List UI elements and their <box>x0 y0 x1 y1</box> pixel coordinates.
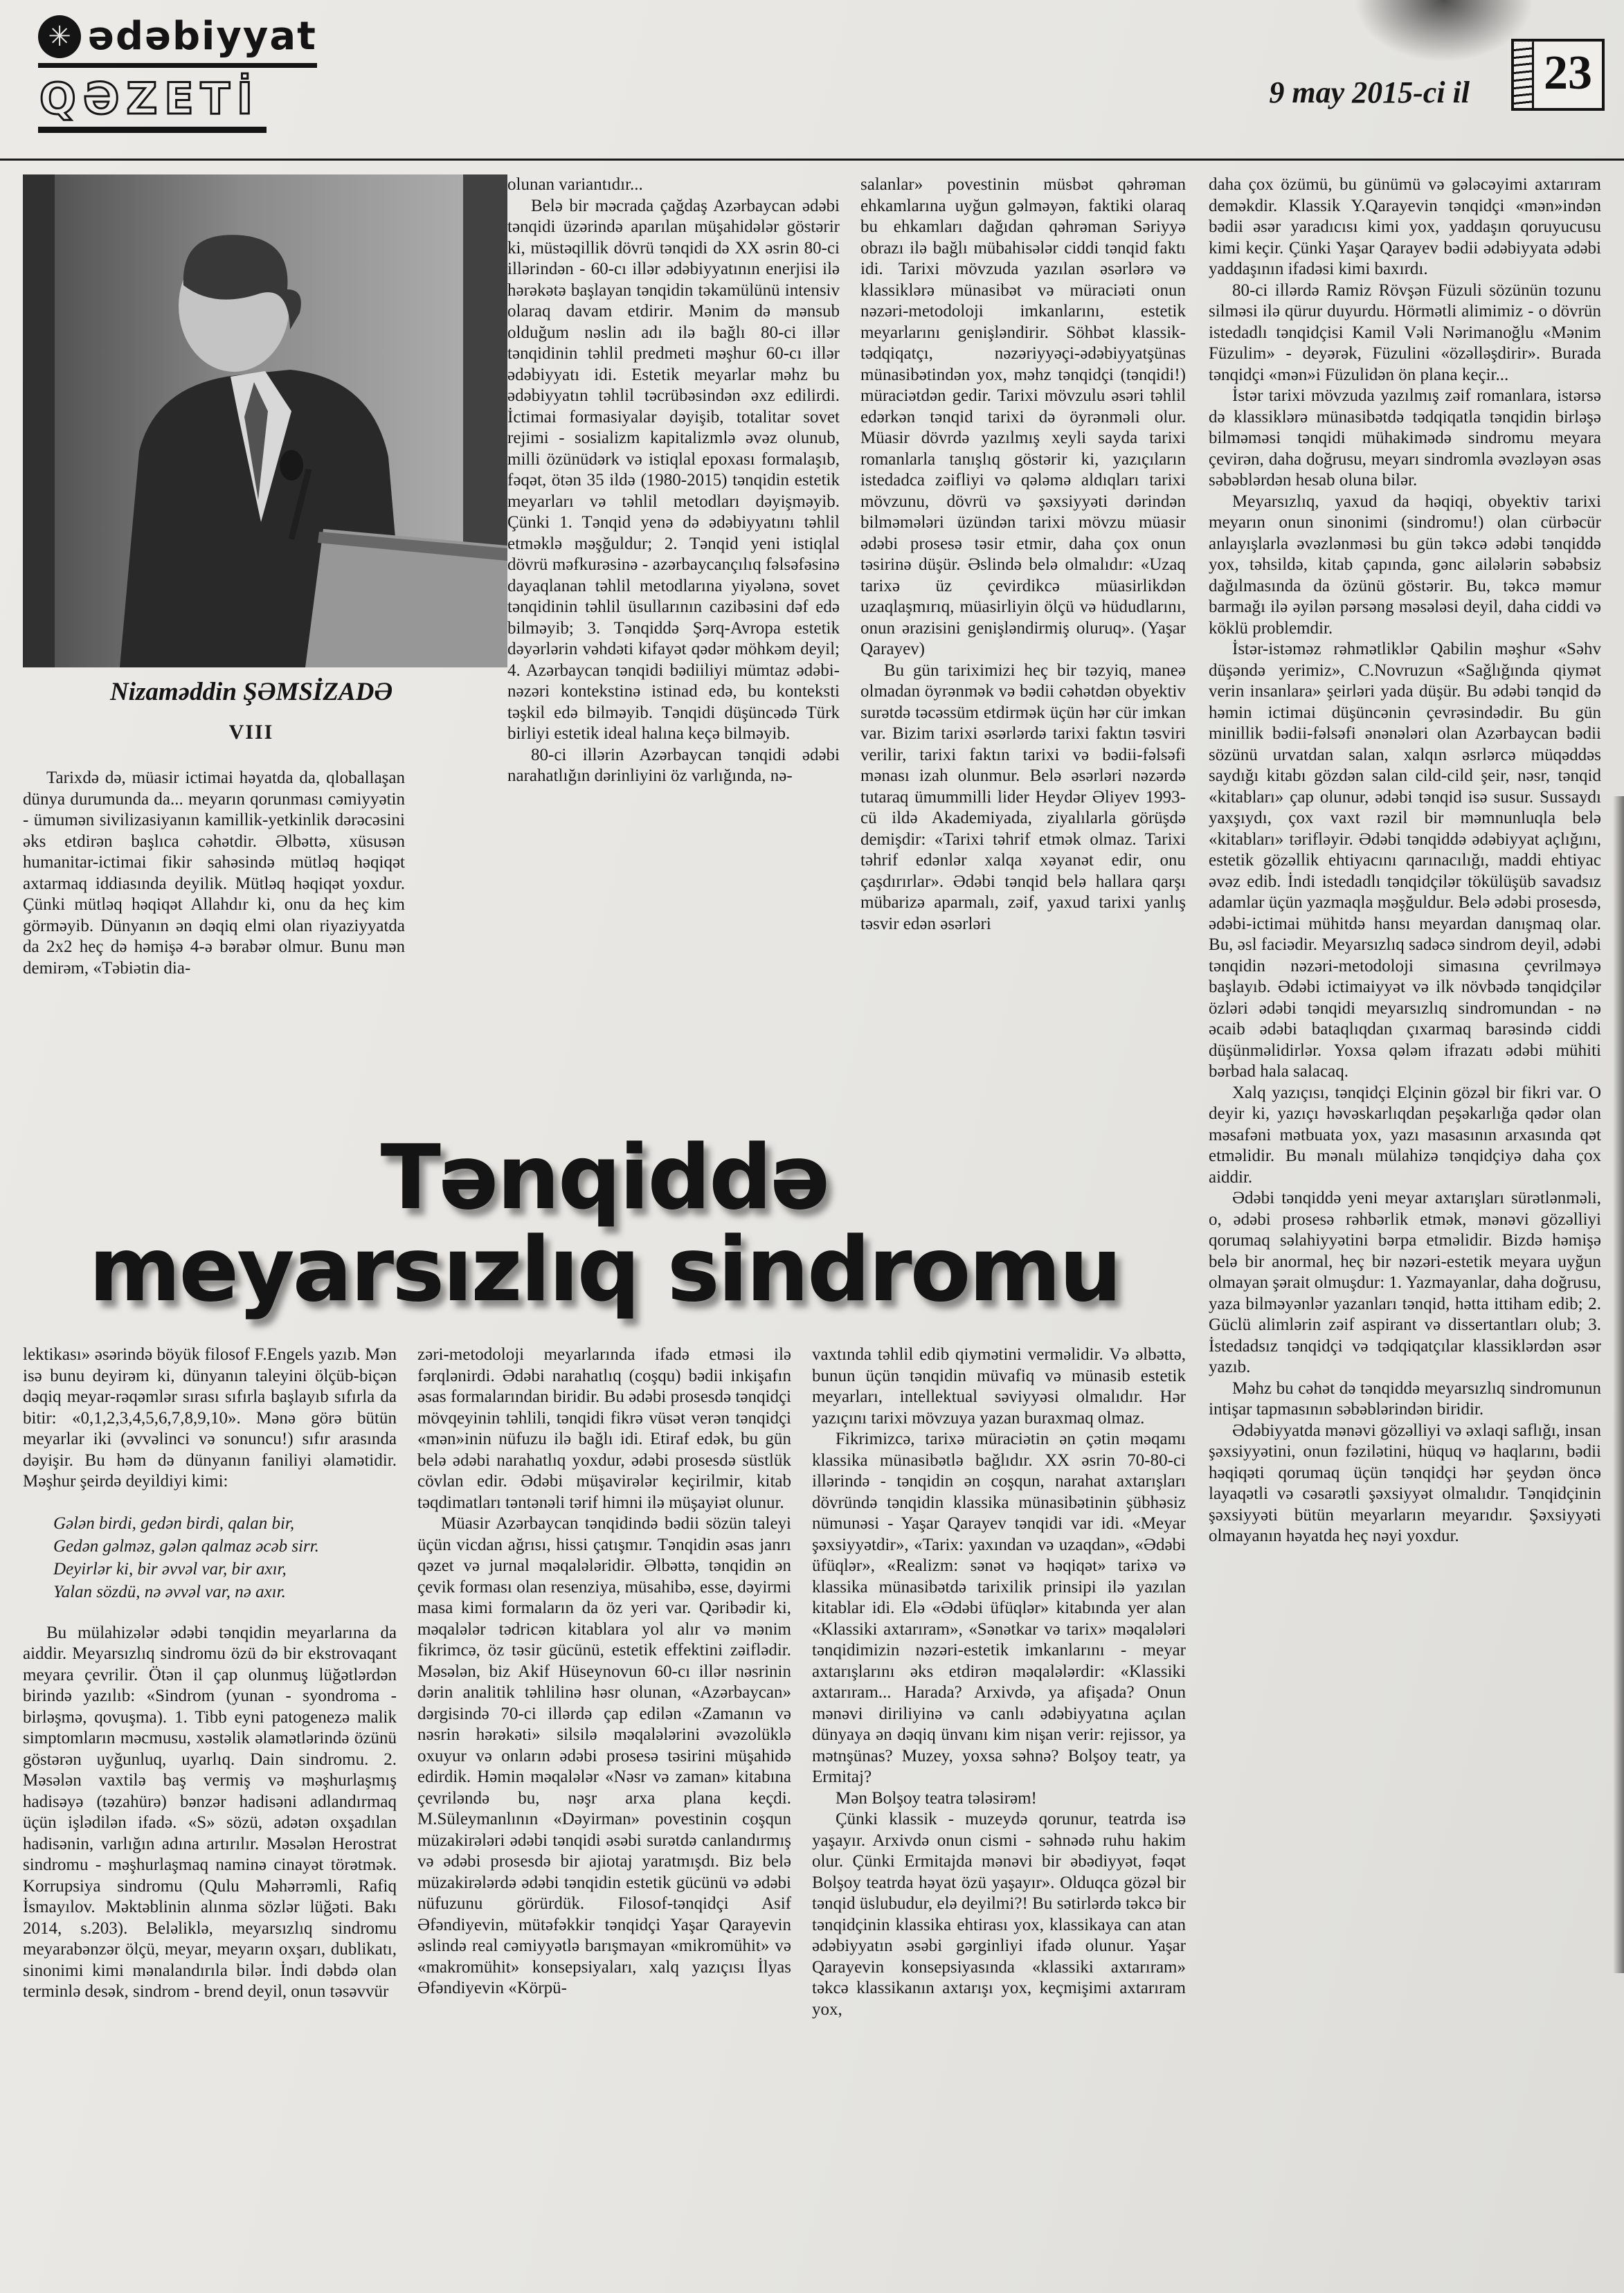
issue-date: 9 may 2015-ci il <box>1269 75 1470 109</box>
column-3-text <box>860 174 1186 1101</box>
poem-block <box>53 1512 397 1603</box>
author-photo-block <box>23 174 507 979</box>
series-part-number: VIII <box>228 721 274 744</box>
paragraph: Bu gün tariximizi heç bir təzyiq, maneə olmadan öyrənmək və bədii cəhətdən obyektiv surətdə təcəssüm etdirmək üçün hər cür imkan var. Bizim tarixi əsərlərdə tarixi faktın təsviri verilir, tarixi faktın tarixi və bədii-fəlsəfi mənası izah olunmur. Belə əsərləri nəzərdə tutaraq ümummilli lider Heydər Əliyev 1993-cü ildə Akademiyada, ziyalılarla görüşdə demişdir: «Tarixi təhrif etmək olmaz. Tarixi təhrif edənlər xalqa xəyanət edir, onu çaşdırırlar». Ədəbi tənqid belə hallara qarşı mübarizə aparmalı, zəif, yaxud tarixi yanlış təsvir edən əsərləri <box>860 660 1186 933</box>
paragraph: İstər-istəməz rəhmətliklər Qabilin məşhur «Səhv düşəndə yerimiz», C.Novruzun «Sağlığında qiymət verin insanlara» şeirləri yada düşür. Bu ədəbi tənqid də həmin ictimai düşüncənin çevrəsindədir. Bu gün minillik bədii-fəlsəfi ənənələri olan Azərbaycan bədii sözünü urvatdan salan, xalqın əsrlərcə müqəddəs saydığı kitabı gözdən salan cild-cild şeir, nəsr, tənqid «kitabları» çap olunur, ədəbi tənqid isə susur. Sussaydı yaxşıydı, çox vaxt rəzil bir məmnunluqla belə «kitabları» tərifləyir. Ədəbi tənqiddə ədəbiyyat açlığını, estetik gözəllik ehtiyacını qarınacılığı, maddi ehtiyac əvəz edib. İndi istedadlı tənqidçilər tökülüşüb savadsız adamlar üçün yazmaqla məşğuldur. Belə ədəbi prosesdə, ədəbi-ictimai mühitdə hansı meyardan danışmaq olar. Bu, əsl faciədir. Meyarsızlıq sadəcə sindrom deyil, ədəbi tənqidin nəzəri-metodoloji simasına çevrilməyə başlayıb. Ədəbi ictimaiyyət və ilk növbədə tənqidçilər özləri ədəbi tənqidi meyarsızlıq sindromundan - nə əcaib ədəbi bataqlıqdan çıxarmaq barəsində ciddi düşünməlidirlər. Yoxsa qələm ifrazatı ədəbi mühiti bərbad hala salacaq. <box>1209 640 1601 1081</box>
paragraph: Meyarsızlıq, yaxud da həqiqi, obyektiv tarixi meyarın onun sinonimi (sindromu!) olan cürbəcür anlayışlarla əvəzlənməsi bu gün təkcə ədəbi tənqiddə yox, təhsildə, kitab çapında, gənc ailələrin səbəbsiz dağılmasında da özünü göstərir. Bu, təkcə məmur barmağı ilə əyilən pərsəng məsələsi deyil, daha ciddi və köklü problemdir. <box>1209 492 1601 638</box>
newspaper-logo <box>38 14 317 133</box>
masthead <box>0 0 1624 161</box>
paragraph: İstər tarixi mövzuda yazılmış zəif romanlara, istərsə də klassiklərə münasibətdə tədqiqatla tənqidin birləşə bilməməsi tənqidi mühakimədə sindromu meyara çevirən, daha doğrusu, meyarı sindromla əvəzləyən əsas səbəblərdən hesab oluna bilər. <box>1209 386 1601 489</box>
paragraph: 80-ci illərdə Ramiz Rövşən Füzuli sözünün tozunu silməsi ilə qürur duyurdu. Hörmətli alimimiz - o dövrün istedadlı tənqidçisi Kamil Vəli Nərimanoğlu «Mənim Füzulim» - deyərək, Füzulini «özəlləşdirir». Burada tənqidçi «mən»i Füzulidən ön plana keçir... <box>1209 280 1601 384</box>
logo-star-icon: ✳ <box>38 15 81 58</box>
logo-title-line2: QƏZETİ <box>38 73 267 133</box>
paragraph: 80-ci illərin Azərbaycan tənqidi ədəbi narahatlığın dərinliyini öz varlığında, nə- <box>507 745 840 785</box>
headline-line1: Tənqiddə <box>380 1126 829 1230</box>
photo-illustration <box>23 174 507 667</box>
left-column-area <box>23 174 1186 2292</box>
paragraph: Məhz bu cəhət də tənqiddə meyarsızlıq sindromunun intişar tapmasının səbəblərindən biridir. <box>1209 1378 1601 1419</box>
bottom-column-2 <box>417 1345 791 2292</box>
photo-caption: Nizaməddin ŞƏMSİZADƏ <box>109 678 393 706</box>
paragraph: Ədəbiyyatda mənəvi gözəlliyi və əxlaqi saflığı, insan şəxsiyyətini, onun fəzilətini, hüquq və haqlarını, bədii həqiqəti qorumaq üçün tənqidçi hər şeydən öncə layaqətli və cəsarətli şəxsiyyət olmalıdır. Tənqidçinin şəxsiyyəti bütün meyarların meyarıdır. Şəxsiyyəti olmayanın həyatda heç nəyi yoxdur. <box>1209 1421 1601 1545</box>
poem-line: Gedən gəlməz, gələn qalmaz əcəb sirr. <box>53 1536 319 1556</box>
bottom-columns-row <box>23 1345 1186 2292</box>
poem-line: Gələn birdi, gedən birdi, qalan bir, <box>53 1513 295 1533</box>
masthead-right <box>1269 14 1605 111</box>
paragraph: zəri-metodoloji meyarlarında ifadə etməsi ilə fərqlənirdi. Ədəbi narahatlıq (coşqu) bədii inkişafın əsas formalarından biridir. Bu ədəbi prosesdə tənqidçi mövqeyinin təhlili, tənqidi fikrə vüsət verən tənqidçi «mən»inin nüfuzu ilə bağlı idi. Etiraf edək, bu gün belə ədəbi narahatlıq yoxdur, ədəbi prosesdə süstlük cövlan edir. Ədəbi müşavirələr keçirilmir, kitab təqdimatları təntənəli tərif himni ilə müşayiət olunur. <box>417 1345 791 1512</box>
author-photo <box>23 174 507 667</box>
paragraph: Xalq yazıçısı, tənqidçi Elçinin gözəl bir fikri var. O deyir ki, yazıçı həvəskarlıqdan peşəkarlığa qədər olan məsafəni mətbuata yox, yazı masasının arxasında qət etməlidir. Bu mənalı mülahizə tənqidçiyə daha çox aiddir. <box>1209 1083 1601 1187</box>
headline-line2: meyarsızlıq sindromu <box>89 1219 1120 1322</box>
column-1-2-pair <box>23 174 840 1101</box>
paragraph: Mən Bolşoy teatra tələsirəm! <box>836 1788 1037 1808</box>
bottom-column-1 <box>23 1345 397 2292</box>
paragraph: daha çox özümü, bu günümü və gələcəyimi axtarıram deməkdir. Klassik Y.Qarayevin tənqidçi «mən»indən bədii əsər yaradıcısı kimi yox, yaddaşın qoruyucusu kimi keçir. Çünki Yaşar Qarayev bədii ədəbiyyata ədəbi yaddaşının ifadəsi kimi baxırdı. <box>1209 175 1601 278</box>
poem-line: Yalan sözdü, nə əvvəl var, nə axır. <box>53 1582 286 1601</box>
page-number-box <box>1511 39 1605 111</box>
bottom-column-1-before-poem <box>23 1345 397 1493</box>
top-columns-row <box>23 174 1186 1101</box>
paragraph: salanlar» povestinin müsbət qəhrəman ehkamlarına uyğun gəlməyən, faktiki olaraq bu ehkamları dağıdan qəhrəman Səriyyə obrazı ilə bağlı mübahisələr ciddi tənqid faktı idi. Tarixi mövzuda yazılan əsərlərə və klassiklərə münasibət və müraciəti onun nəzəri-metodoloji imkanlarını, estetik meyarlarını genişləndirir. Söhbət klassik-tədqiqatçı, nəzəriyyəçi-ədəbiyyatşünas münasibətindən yox, məhz tənqidçi (tənqidi!) müraciətdən gedir. Tarixi mövzulu əsəri təhlil edərkən tənqid tarixi də öyrənməli olur. Müasir dövrdə yazılmış xeyli sayda tarixi romanlarla tanışlıq göstərir ki, yazıçıların istedadca zəifliyi və qələmə aldıqları tarixi mövzunu, dövrü və şəxsiyyəti dərindən bilməmələri üzündən tarixi mövzu müasir ədəbi prosesə təsir etmir, daha çox onun təsirinə düşür. Əslində belə olmalıdır: «Uzaq tarixə üz çevirdikcə müasirlikdən uzaqlaşmırıq, müasirliyin ölçü və hüdudlarını, onun ərazisini genişləndirmiş oluruq». (Yaşar Qarayev) <box>860 175 1186 658</box>
poem-line: Deyirlər ki, bir əvvəl var, bir axır, <box>53 1559 287 1579</box>
paragraph: vaxtında təhlil edib qiymətini verməlidir. Və əlbəttə, bunun üçün tənqidin müvafiq və münasib estetik meyarları, intellektual səviyyəsi olmalıdır. Hər yazıçını tarixi mövzuya yazan buraxmaq olmaz. <box>812 1345 1186 1428</box>
paragraph: Belə bir məcrada çağdaş Azərbaycan ədəbi tənqidi üzərində aparılan müşahidələr göstərir ki, müstəqillik dövrü tənqidi də XX əsrin 80-ci illərindən - 60-cı illər ədəbiyyatının enerjisi ilə hərəkətə başlayan tənqidin təkamülünü intensiv olaraq davam etdirir. Mənim də mənsub olduğum nəslin adı ilə bağlı 80-ci illər tənqidinin təhlil predmeti məşhur 60-cı illər ədəbiyyatı idi. Estetik meyarlar məhz bu ədəbiyyatın təhlil təcrübəsindən əxz edilirdi. İctimai formasiyalar dəyişib, totalitar sovet rejimi - sosializm kapitalizmlə əvəz olunub, milli özünüdərk və istiqlal epoxası formalaşıb, fəqət, ötən 35 ildə (1980-2015) tənqidin estetik meyarları və təhlil metodları dəyişməyib. Çünki 1. Tənqid yenə də ədəbiyyatını təhlil etməklə məşğuldur; 2. Tənqid yeni istiqlal dövrü məfkurəsinə - azərbaycançılıq fəlsəfəsinə dayaqlanan təhlil metodlarına yiyələnə, sovet tənqidinin təhlil üsullarının cazibəsini dəf edə bilməyib; 3. Tənqiddə Şərq-Avropa estetik dəyərlərin vəhdəti kifayət qədər möhkəm deyil; 4. Azərbaycan tənqidi bədiiliyi mümtaz ədəbi-nəzəri kontekstinə istinad edə, bu konteksti təşkil edə bilməyib. Tənqidi düşüncədə Türk birliyi estetik ideal halına keçə bilməyib. <box>507 196 840 743</box>
paragraph: Bu mülahizələr ədəbi tənqidin meyarlarına da aiddir. Meyarsızlıq sindromu özü də bir ekstrovaqant meyara çevrilir. Ötən il çap olunmuş lüğətlərdən birində yazılıb: «Sindrom (yunan - syondroma - birləşmə, qovuşma). 1. Tibb eyni patogenezə malik simptomların məcmusu, xəstəlik əlamətlərində özünü göstərən uyğunluq, uyarlıq. Dain sindromu. 2. Məsələn vaxtilə baş vermiş və məşhurlaşmış hadisəyə (təzahürə) bənzər hadisəni adlandırmaq üçün işlədilən ifadə. «S» sözü, adətən oxşadılan hadisənin, varlığın adına artırılır. Məsələn Herostrat sindromu - məşhurlaşmaq naminə cinayət törətmək. Korrupsiya sindromu (Qulu Məhərrəmli, Rafiq İsmayılov. Məktəblinin alınma sözlər lüğəti. Bakı 2014, s.203). Beləliklə, meyarsızlıq sindromu meyarabənzər ölçü, meyar, meyarın oxşarı, dublikatı, sinonimi kimi mənalandırıla bilər. İndi dəbdə olan terminlə desək, sindrom - brend deyil, onun təsəvvür <box>23 1623 397 2001</box>
logo-top-row <box>38 14 317 68</box>
article-body <box>0 161 1624 2292</box>
paragraph: lektikası» əsərində böyük filosof F.Engels yazıb. Mən isə bunu deyirəm ki, dünyanın taleyini ölçüb-biçən dəqiq meyar-rəqəmlər sırası sıfırla başlayıb sıfırla da bitir: «0,1,2,3,4,5,6,7,8,9,10». Mənə görə bütün meyarlar iki (əvvəlinci və sonuncu!) sıfır arasında dəyişir. Bu həm də dünyanın faniliyi əlamətidir. Məşhur şeirdə deyildiyi kimi: <box>23 1345 397 1491</box>
paragraph: Tarixdə də, müasir ictimai həyatda da, qloballaşan dünya durumunda da... meyarın qorunması cəmiyyətin - ümumən sivilizasiyanın kamillik-yetkinlik dərəcəsini əks etdirən başlıca cəhətdir. Əlbəttə, xüsusən humanitar-ictimai fikir sahəsində mütləq həqiqət axtarmaq iddiasında deyilik. Mütləq həqiqət yoxdur. Çünki mütləq həqiqət Allahdır ki, onu da heç kim görməyib. Dünyanın ən dəqiq elmi olan riyaziyyatda da 2x2 heç də həmişə 4-ə bərabər olmur. Bunu mən demirəm, «Təbiətin dia- <box>23 768 405 978</box>
paragraph: Fikrimizcə, tarixə müraciətin ən çətin məqamı klassika münasibətlə bağlıdır. XX əsrin 70-80-ci illərində - tənqidin ən coşqun, narahat axtarışları dövründə tənqidin klassika münasibətinin şübhəsiz nümunəsi - Yaşar Qarayev tənqidi var idi. «Meyar şəxsiyyətdir», «Tarix: yaxından və uzaqdan», «Ədəbi üfüqlər», «Realizm: sənət və həqiqət» tarixə və klassika münasibətdə tarixilik prinsipi ilə yazılan kitablar idi. Elə «Ədəbi üfüqlər» kitabında yer alan «Klassiki axtarıram», «Sənətkar və tarix» məqalələri tənqidimizin nəzəri-estetik imkanlarını - meyar axtarışlarını əks etdirən məqalələrdir: «Klassiki axtarıram... Harada? Arxivdə, ya afişada? Onun mənəvi diriliyinə və canlı ədəbiyyatına açılan dünyaya ən dəqiq ünvanı kim nişan verir: rejissor, ya mətnşünas? Muzey, yoxsa səhnə? Bolşoy teatr, ya Ermitaj? <box>812 1430 1186 1786</box>
page-number: 23 <box>1544 46 1592 100</box>
book-pages-icon <box>1514 42 1534 110</box>
bottom-column-1-after-poem <box>23 1623 397 2003</box>
paragraph: olunan variantıdır... <box>507 175 643 194</box>
paragraph: Müasir Azərbaycan tənqidində bədii sözün taleyi üçün vicdan ağrısı, hissi çatışmır. Tənqidin əsas janrı qəzet və jurnal məqalələridir. Əlbəttə, tənqidin ən çevik forması olan resenziya, müsahibə, esse, dəyirmi masa kimi formaların da öz yeri var. Qəribədir ki, məqalələr tədricən kitablara yol alır və mənim fikrimcə, öz təsir gücünü, estetik effektini zəiflədir. Məsələn, biz Akif Hüseynovun 60-cı illər nəsrinin dərin analitik təhlilinə həsr olunan, «Azərbaycan» dərgisində 70-ci illərdə çap edilən «Zamanın və nəsrin hərəkəti» silsilə məqalələrini əvəzolüklə oxuyur və onların ədəbi prosesə təsirini müşahidə edirdik. Həmin məqalələr «Nəsr və zaman» kitabına çevriləndə bu, nəşr arxa plana keçdi. M.Süleymanlının «Dəyirman» povestinin coşqun müzakirələri ədəbi tənqidi əsəbi surətdə canlandırmış və ədəbi prosesdə bir ajiotaj yaratmışdı. Biz belə müzakirələrdə ədəbi tənqidin estetik gücünü və ədəbi nüfuzunu görürdük. Filosof-tənqidçi Asif Əfəndiyevin, mütəfəkkir tənqidçi Yaşar Qarayevin əslində real cəmiyyətlə barışmayan «mikromühit» və «makromühit» konsepsiyaları, xalq yazıçısı İlyas Əfəndiyevin «Körpü- <box>417 1514 791 1997</box>
paragraph: Çünki klassik - muzeydə qorunur, teatrda isə yaşayır. Arxivdə onun cismi - səhnədə ruhu hakim olur. Çünki Ermitajda mənəvi bir əbədiyyət, fəqət Bolşoy teatrda həyat özü yaşayır». Olduqca gözəl bir tənqid üslubudur, elə deyilmi?! Bu sətirlərdə təkcə bir tənqidçinin klassika ehtirası yox, klassikaya can atan ədəbiyyatın əsəbi gərginliyi ifadə olunur. Yaşar Qarayevin konsepsiyasında «klassiki axtarıram» təkcə klassikanın axtarışı yox, keçmişimi axtarıram yox, <box>812 1810 1186 2019</box>
bottom-column-3 <box>812 1345 1186 2292</box>
logo-title-line1: ədəbiyyat <box>88 14 317 59</box>
article-headline <box>23 1106 1186 1342</box>
paragraph: Ədəbi tənqiddə yeni meyar axtarışları sürətlənməli, o, ədəbi prosesə rəhbərlik etmək, mənəvi gözəlliyi qorumaq səlahiyyətini bərpa etməlidir. Bizdə həmişə belə bir anormal, heç bir nəzəri-estetik meyara uyğun olmayan şərait olmuşdur: 1. Yazmayanlar, daha doğrusu, yaza bilməyənlər yazanları tənqid, hətta ittiham edib; 2. Güclü alimlərin zəif aspirant və dissertantları olub; 3. İstedadsız tənqidçi və tədqiqatçılar klassiklərdən əsər yazıb. <box>1209 1189 1601 1376</box>
column-1-intro <box>23 768 405 979</box>
column-4-text <box>1209 174 1601 2265</box>
